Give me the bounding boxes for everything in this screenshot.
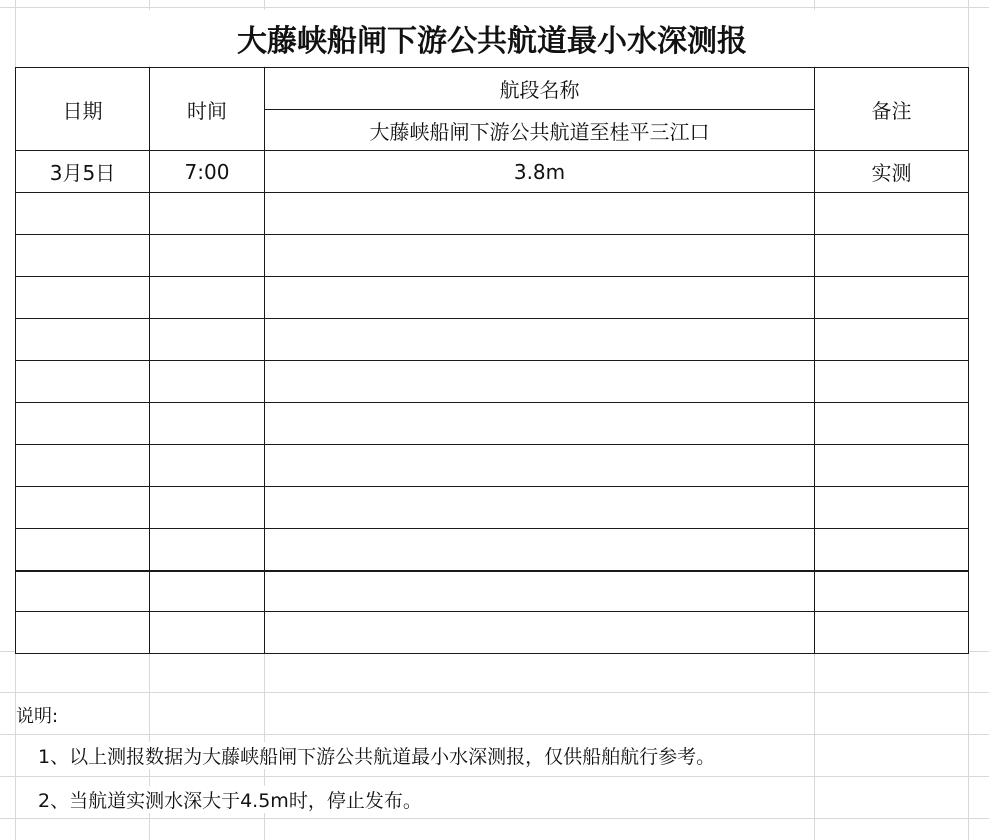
cell-date[interactable] xyxy=(16,319,150,361)
table-row xyxy=(16,612,969,654)
cell-depth[interactable] xyxy=(265,445,815,487)
table-row xyxy=(16,151,969,193)
cell-date[interactable] xyxy=(16,277,150,319)
table-row xyxy=(16,403,969,445)
note-item-1: 1、以上测报数据为大藤峡船闸下游公共航道最小水深测报，仅供船舶航行参考。 xyxy=(38,742,715,769)
grid-row-line xyxy=(0,818,989,819)
notes-heading: 说明: xyxy=(16,702,58,728)
cell-remark[interactable] xyxy=(815,571,969,612)
cell-time[interactable] xyxy=(150,403,265,445)
cell-depth[interactable]: 3.8m xyxy=(265,151,815,193)
cell-time[interactable] xyxy=(150,487,265,529)
cell-remark[interactable] xyxy=(815,193,969,235)
cell-remark[interactable]: 实测 xyxy=(815,151,969,193)
table-row xyxy=(16,277,969,319)
cell-remark[interactable] xyxy=(815,277,969,319)
cell-remark[interactable] xyxy=(815,445,969,487)
cell-remark[interactable] xyxy=(815,612,969,654)
cell-date[interactable] xyxy=(16,445,150,487)
table-row xyxy=(16,319,969,361)
grid-row-line xyxy=(0,734,989,735)
header-date[interactable]: 日期 xyxy=(16,68,150,151)
cell-remark[interactable] xyxy=(815,235,969,277)
cell-depth[interactable] xyxy=(265,193,815,235)
depth-report-table xyxy=(15,67,969,654)
grid-row-line xyxy=(0,7,989,8)
header-time[interactable]: 时间 xyxy=(150,68,265,151)
cell-time[interactable] xyxy=(150,361,265,403)
cell-depth[interactable] xyxy=(265,612,815,654)
table-row xyxy=(16,529,969,571)
cell-remark[interactable] xyxy=(815,319,969,361)
grid-row-line xyxy=(0,776,989,777)
cell-remark[interactable] xyxy=(815,403,969,445)
cell-time[interactable] xyxy=(150,319,265,361)
cell-date[interactable] xyxy=(16,529,150,571)
table-row xyxy=(16,571,969,612)
cell-date[interactable] xyxy=(16,487,150,529)
note-item-2: 2、当航道实测水深大于4.5m时，停止发布。 xyxy=(38,786,422,813)
cell-date[interactable] xyxy=(16,235,150,277)
cell-remark[interactable] xyxy=(815,529,969,571)
cell-time[interactable] xyxy=(150,445,265,487)
cell-date[interactable]: 3月5日 xyxy=(16,151,150,193)
report-title: 大藤峡船闸下游公共航道最小水深测报 xyxy=(16,10,968,66)
cell-time[interactable]: 7:00 xyxy=(150,151,265,193)
cell-depth[interactable] xyxy=(265,403,815,445)
cell-time[interactable] xyxy=(150,529,265,571)
cell-depth[interactable] xyxy=(265,235,815,277)
table-row xyxy=(16,361,969,403)
table-row xyxy=(16,445,969,487)
cell-time[interactable] xyxy=(150,193,265,235)
header-section-name[interactable]: 大藤峡船闸下游公共航道至桂平三江口 xyxy=(265,110,815,151)
cell-time[interactable] xyxy=(150,571,265,612)
cell-time[interactable] xyxy=(150,612,265,654)
cell-remark[interactable] xyxy=(815,361,969,403)
cell-depth[interactable] xyxy=(265,277,815,319)
cell-depth[interactable] xyxy=(265,571,815,612)
cell-remark[interactable] xyxy=(815,487,969,529)
cell-date[interactable] xyxy=(16,193,150,235)
cell-depth[interactable] xyxy=(265,529,815,571)
table-row xyxy=(16,235,969,277)
table-row xyxy=(16,487,969,529)
cell-depth[interactable] xyxy=(265,361,815,403)
cell-time[interactable] xyxy=(150,235,265,277)
cell-time[interactable] xyxy=(150,277,265,319)
header-row xyxy=(16,68,969,110)
cell-date[interactable] xyxy=(16,571,150,612)
table-row xyxy=(16,193,969,235)
cell-date[interactable] xyxy=(16,612,150,654)
header-remark[interactable]: 备注 xyxy=(815,68,969,151)
cell-depth[interactable] xyxy=(265,319,815,361)
cell-depth[interactable] xyxy=(265,487,815,529)
header-section-group[interactable]: 航段名称 xyxy=(265,68,815,110)
cell-date[interactable] xyxy=(16,361,150,403)
cell-date[interactable] xyxy=(16,403,150,445)
grid-row-line xyxy=(0,692,989,693)
